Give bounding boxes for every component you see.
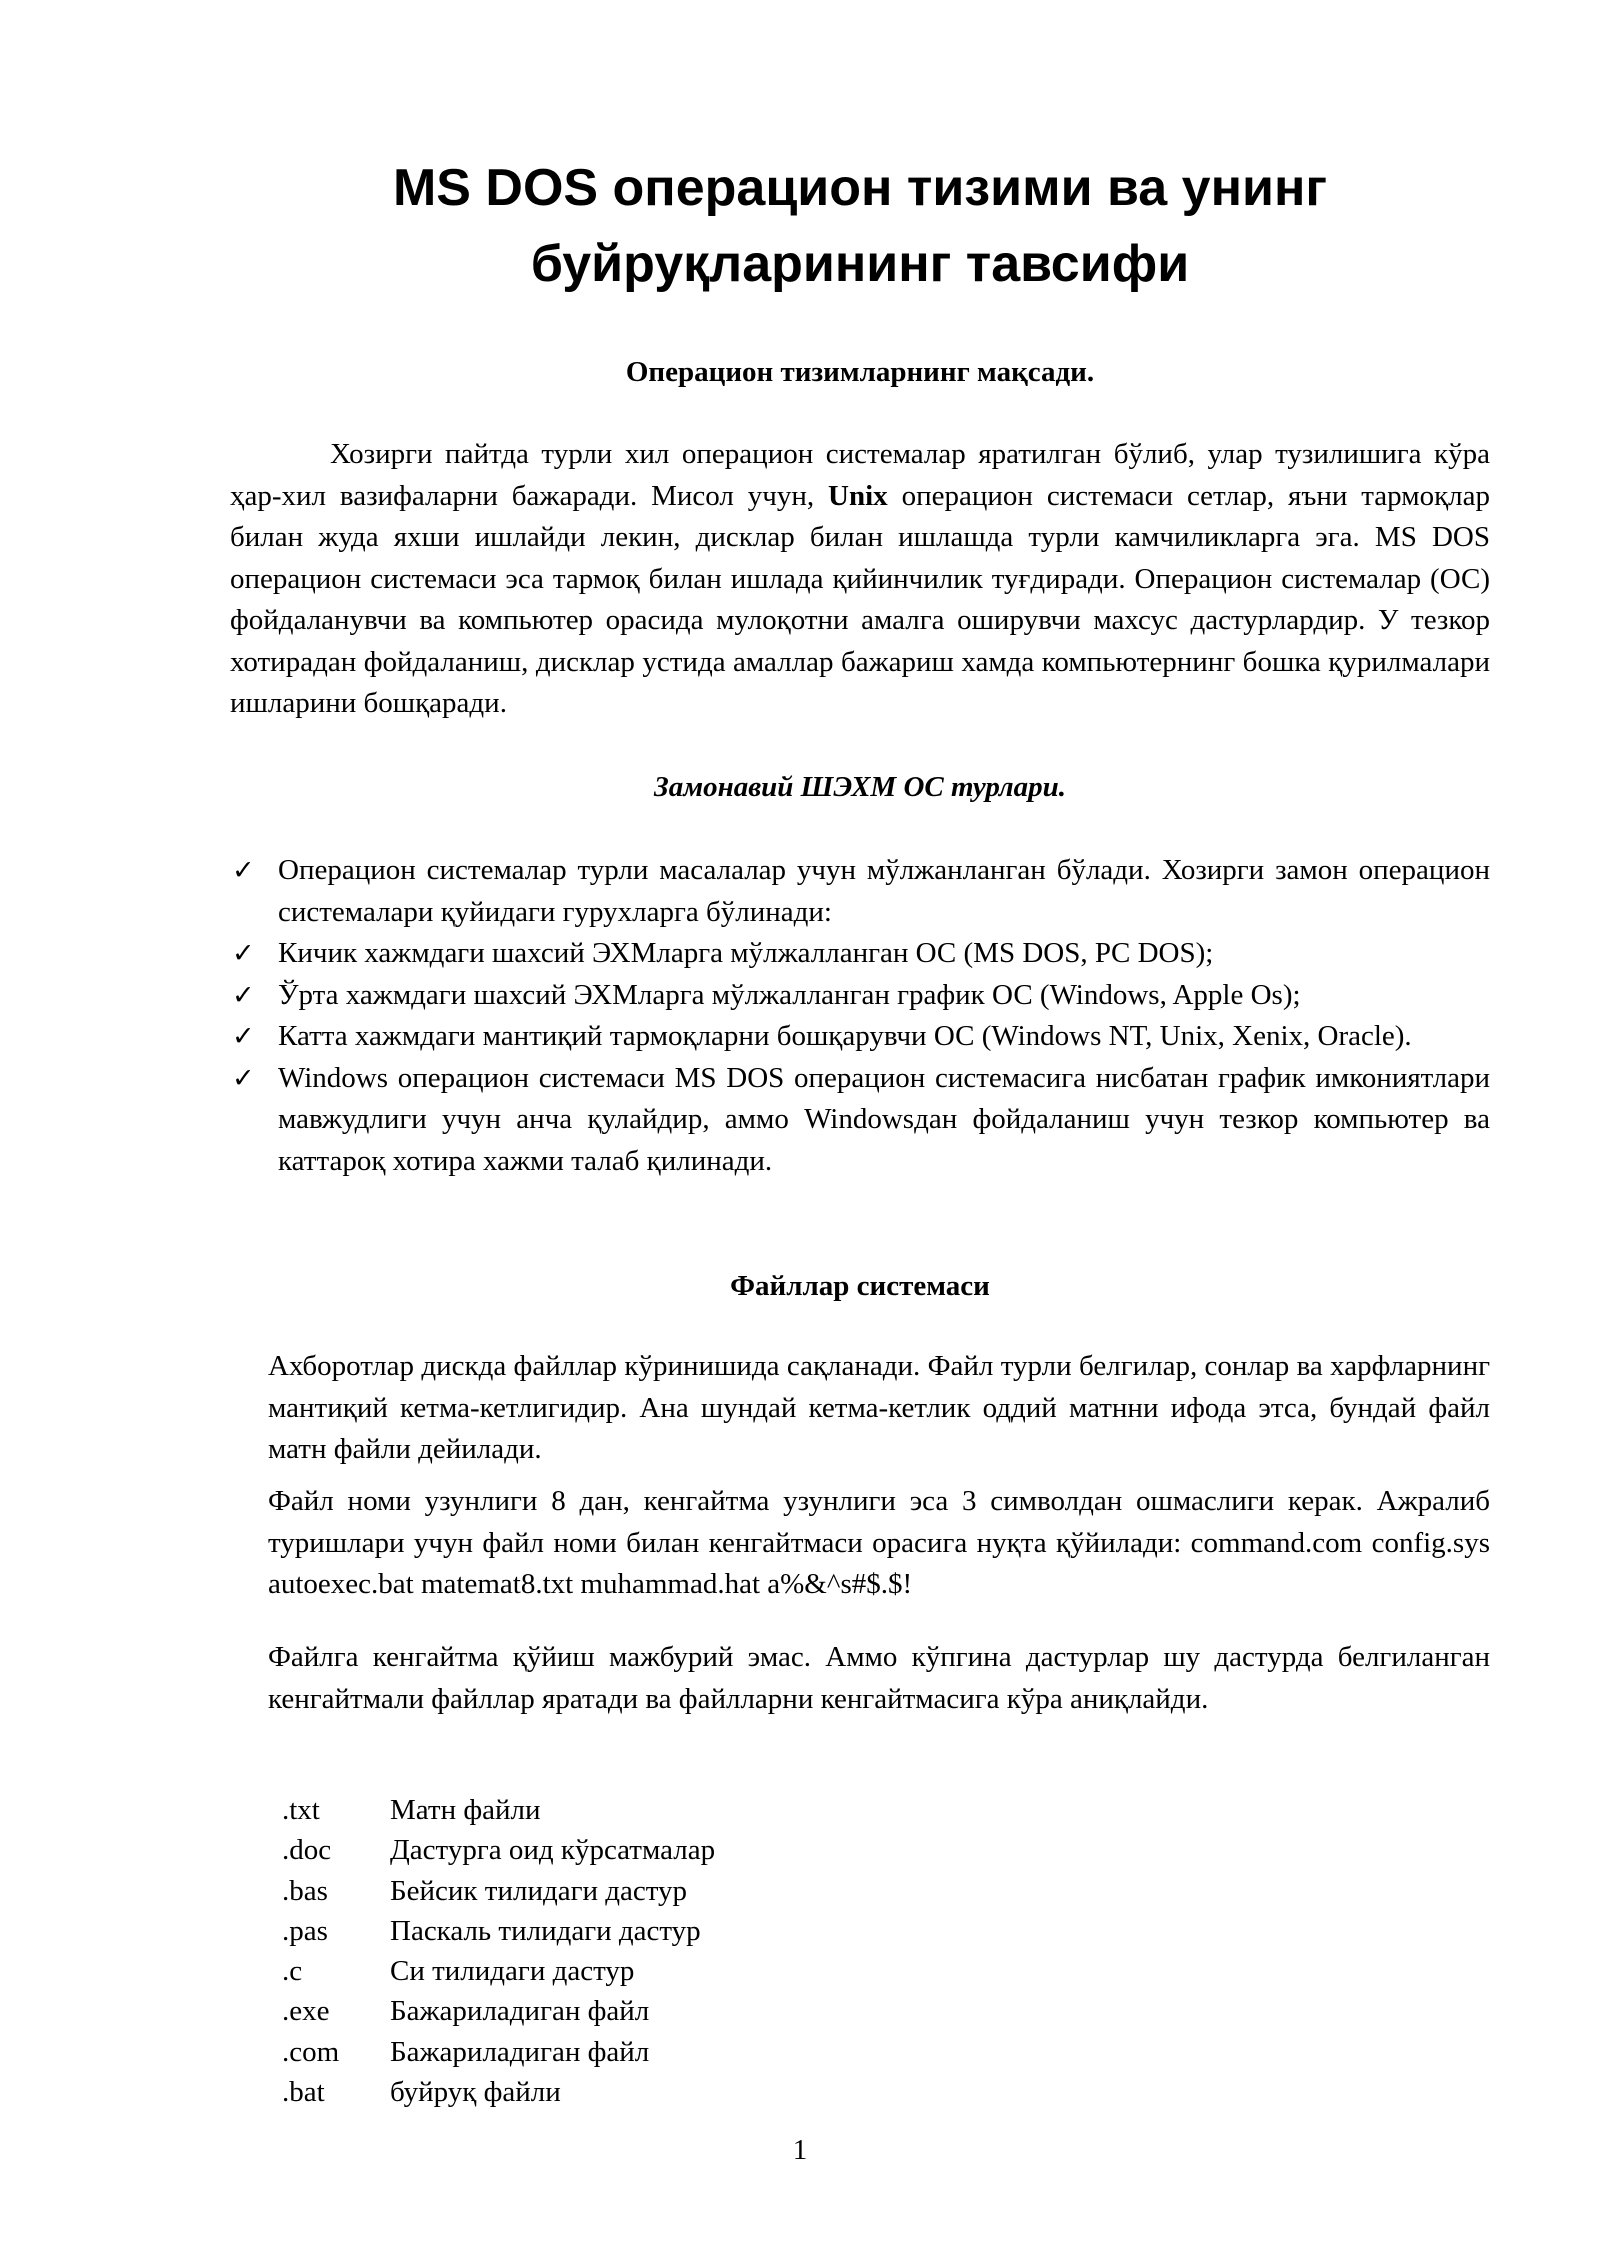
- title-line-1: MS DOS операцион тизими ва унинг: [392, 159, 1328, 217]
- table-row: [282, 1951, 715, 1991]
- description-cell: Бажариладиган файл: [390, 1995, 650, 2028]
- table-row: [282, 1871, 715, 1911]
- extension-cell: .exe: [282, 1995, 330, 2028]
- description-cell: Паскаль тилидаги дастур: [390, 1914, 701, 1947]
- description-cell: Бейсик тилидаги дастур: [390, 1874, 688, 1907]
- os-types-checklist: [230, 850, 1490, 1182]
- checkmark-icon: ✓: [232, 979, 255, 1011]
- checklist-item: [230, 933, 1490, 975]
- extension-cell: .bat: [282, 2076, 325, 2109]
- description-cell: Бажариладиган файл: [390, 2035, 650, 2068]
- checklist-item: [230, 1016, 1490, 1058]
- table-row: [282, 1911, 715, 1951]
- description-cell: буйруқ файли: [390, 2076, 561, 2109]
- extension-cell: .bas: [282, 1874, 328, 1907]
- checklist-item-text: Катта хажмдаги мантиқий тармоқларни бошқарувчи ОС (Windows NT, Unix, Xenix, Oracle).: [278, 1020, 1412, 1052]
- description-cell: Си тилидаги дастур: [390, 1955, 635, 1988]
- checkmark-icon: ✓: [232, 1021, 255, 1052]
- title-line-2: буйруқларининг тавсифи: [530, 235, 1190, 293]
- description-cell: Матн файли: [390, 1794, 541, 1826]
- table-row: [282, 2072, 715, 2112]
- file-system-paragraph-3: Файлга кенгайтма қўйиш мажбурий эмас. Аммо кўпгина дастурлар шу дастурда белгиланган кенгайтмали файллар яратади ва файлларни кенгайтмасига кўра аниқлайди.: [268, 1641, 1490, 1715]
- checklist-item-text: Операцион системалар турли масалалар учун мўлжанланган бўлади. Хозирги замон операцион системалари қуйидаги гурухларга бўлинади:: [278, 854, 1490, 928]
- checklist-item: [230, 850, 1490, 933]
- extension-cell: .c: [282, 1955, 303, 1988]
- description-cell: Дастурга оид кўрсатмалар: [390, 1834, 716, 1867]
- checkmark-icon: ✓: [232, 938, 255, 969]
- extensions-table: [282, 1790, 715, 2112]
- section-heading-os-purpose: Операцион тизимларнинг мақсади.: [625, 356, 1095, 388]
- table-row: [282, 1790, 715, 1830]
- extension-cell: .txt: [282, 1794, 320, 1826]
- os-purpose-text-1: Хозирги пайтда турли хил операцион системалар яратилган бўлиб, улар тузилишига кўра ҳар-хил вазифаларни бажаради. Мисол учун,: [230, 438, 1490, 512]
- checklist-item-text: Кичик хажмдаги шахсий ЭХМларга мўлжалланган ОС (MS DOS, PC DOS);: [278, 937, 1214, 969]
- unix-term: Unix: [828, 479, 888, 512]
- page-title: [230, 150, 1490, 302]
- table-row: [282, 2032, 715, 2072]
- os-purpose-text-2: операцион системаси сетлар, яъни тармоқлар билан жуда яхши ишлайди лекин, дисклар билан ишлашда турли камчиликларга эга. MS DOS операцион системаси эса тармоқ билан ишлада қийинчилик туғдиради. Операцион системалар (ОС) фойдаланувчи ва компьютер орасида мулоқотни амалга оширувчи махсус дастурлардир. У тезкор хотирадан фойдаланиш, дисклар устида амаллар бажариш хамда компьютернинг бошка қурилмалари ишларини бошқаради.: [230, 479, 1491, 719]
- checklist-item: [230, 975, 1490, 1017]
- extension-cell: .pas: [282, 1914, 328, 1947]
- section-heading-file-system: Файллар системаси: [730, 1270, 990, 1302]
- checklist-item-text: Ўрта хажмдаги шахсий ЭХМларга мўлжалланган график ОС (Windows, Apple Os);: [278, 978, 1301, 1011]
- checklist-item-text: Windows операцион системаси MS DOS операцион системасига нисбатан график имкониятлари мавжудлиги учун анча қулайдир, аммо Windowsдан фойдаланиш учун тезкор компьютер ва каттароқ хотира хажми талаб қилинади.: [278, 1061, 1490, 1177]
- page-number: 1: [792, 2134, 808, 2166]
- checklist-item: [230, 1058, 1490, 1183]
- extension-cell: .doc: [282, 1834, 332, 1867]
- file-system-paragraph-2: Файл номи узунлиги 8 дан, кенгайтма узунлиги эса 3 символдан ошмаслиги керак. Ажралиб туришлари учун файл номи билан кенгайтмаси орасига нуқта қўйилади: command.com config.sys autoexec.bat matemat8.txt muhammad.hat a%&^s#$.$!: [268, 1485, 1490, 1600]
- table-row: [282, 1830, 715, 1870]
- extension-cell: .com: [282, 2035, 340, 2068]
- section-heading-os-types: Замонавий ШЭХМ ОС турлари.: [653, 771, 1066, 803]
- table-row: [282, 1991, 715, 2031]
- file-system-paragraph-1: Ахборотлар дискда файллар кўринишида сақланади. Файл турли белгилар, сонлар ва харфларнинг мантиқий кетма-кетлигидир. Ана шундай кетма-кетлик оддий матнни ифода этса, бундай файл матн файли дейилади.: [268, 1350, 1490, 1465]
- checkmark-icon: ✓: [232, 855, 255, 886]
- os-purpose-paragraph: [230, 434, 1490, 725]
- checkmark-icon: ✓: [232, 1062, 255, 1094]
